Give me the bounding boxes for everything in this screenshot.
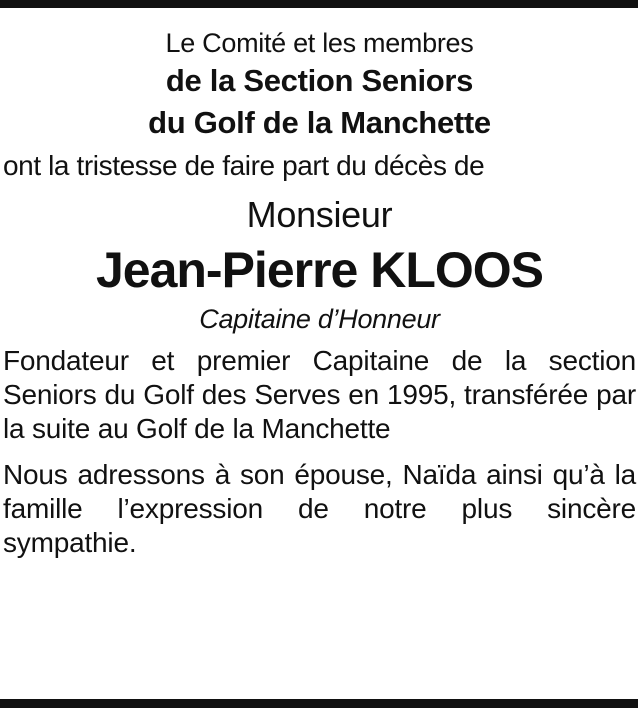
intro-line: Le Comité et les membres [165,28,474,58]
bottom-border-rule [0,699,638,708]
condolence-paragraph: Nous adressons à son épouse, Naïda ainsi qu’à la famille l’expression de notre plus sincère sympathie. [3,459,636,558]
top-border-rule [0,0,638,8]
biography-paragraph: Fondateur et premier Capitaine de la section Seniors du Golf des Serves en 1995, transférée par la suite au Golf de la Manchette [3,345,636,444]
salutation: Monsieur [246,194,393,235]
section-name-line-2: du Golf de la Manchette [148,105,491,140]
honorary-title: Capitaine d’Honneur [199,304,440,334]
death-notice [0,26,638,560]
announcement-line: ont la tristesse de faire part du décès de [3,150,485,181]
deceased-name: Jean-Pierre KLOOS [95,242,544,298]
section-name-line-1: de la Section Seniors [165,63,474,98]
